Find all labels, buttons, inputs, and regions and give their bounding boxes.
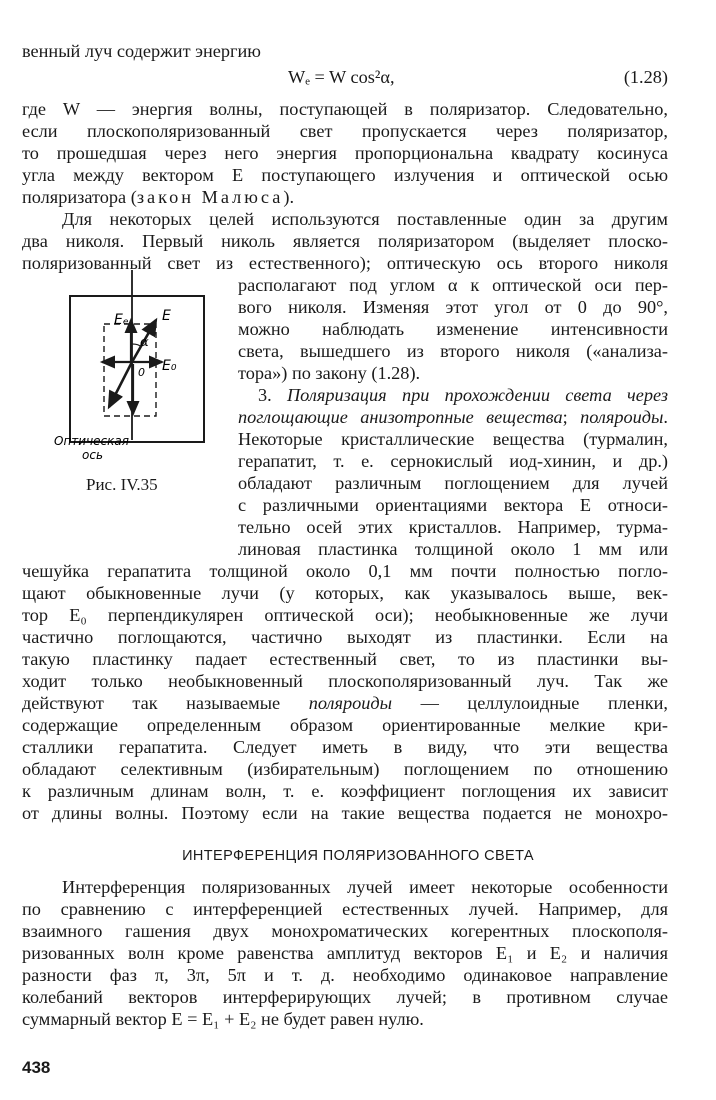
section-heading: ИНТЕРФЕРЕНЦИЯ ПОЛЯРИЗОВАННОГО СВЕТА [182,848,534,864]
label-E: E [162,308,171,324]
text-line-32: обладают селективным (избирательным) поглощением по отношению [22,759,668,779]
text-line-18: герапатит, т. е. сернокислый иод-хинин, и др.) [238,451,668,471]
text-line-5: угла между вектором E поступающего излучения и оптической осью [22,165,668,185]
formula: Wₑ = W cos²α, [288,67,395,87]
text-line-3: если плоскополяризованный свет пропускается через поляризатор, [22,121,668,141]
text-line-25: тор E₀ перпендикулярен оптической оси); необыкновенные же лучи [22,605,668,625]
text-line-15: 3. Поляризация при прохождении света через [258,385,668,405]
text-line-26: частично поглощаются, частично выходят из пластинки. Если на [22,627,668,647]
text-line-11: вого николя. Изменяя этот угол от 0 до 90°, [238,297,668,317]
page-number: 438 [22,1058,51,1077]
text-line-20: с различными ориентациями вектора E относи- [238,495,668,515]
text-line-28: ходит только необыкновенный плоскополяризованный луч. Так же [22,671,668,691]
text-line-36: по сравнению с интерференцией естественных лучей. Например, для [22,899,668,919]
text-line-24: щают обыкновенные лучи (у которых, как указывалось выше, век- [22,583,668,603]
text-line-23: чешуйка герапатита толщиной около 0,1 мм почти полностью погло- [22,561,668,581]
text-line-21: тельно осей этих кристаллов. Например, турма- [238,517,668,537]
text-line-10: располагают под углом α к оптической оси пер- [238,275,668,295]
vector-E-neg [109,362,132,407]
text-line-6: поляризатора (закон Малюса). [22,187,295,207]
axis-label-line1: Оптическая [54,434,129,448]
text-line-8: два николя. Первый николь является поляризатором (выделяет плоско- [22,231,668,251]
text-line-22: линовая пластинка толщиной около 1 мм или [238,539,668,559]
text-line-19: обладают различным поглощением для лучей [238,473,668,493]
text-line-12: можно наблюдать изменение интенсивности [238,319,668,339]
label-Ee: Eₑ [114,312,129,328]
text-line-27: такую пластинку падает естественный свет, то из пластинки вы- [22,649,668,669]
text-line-35: Интерференция поляризованных лучей имеет некоторые особенности [62,877,668,897]
text-line-34: от длины волны. Поэтому если на такие вещества подается не монохро- [22,803,668,823]
axis-label-line2: ось [82,448,104,462]
text-line-16: поглощающие анизотропные вещества; поляроиды. [238,407,668,427]
text-line-39: разности фаз π, 3π, 5π и т. д. необходимо одинаковое направление [22,965,668,985]
text-line-33: к различным длинам волн, т. е. коэффициент поглощения их зависит [22,781,668,801]
malus-law: закон Малюса [136,187,284,207]
label-alpha: α [140,335,149,350]
text-line-40: колебаний векторов интерферирующих лучей; в противном случае [22,987,668,1007]
text-line-9: поляризованный свет из естественного); оптическую ось второго николя [22,253,668,273]
text-line-37: взаимного гашения двух монохроматических когерентных плоскополя- [22,921,668,941]
equation-number: (1.28) [623,67,668,87]
text-line-1: венный луч содержит энергию [22,41,261,61]
text-line-38: ризованных волн кроме равенства амплитуд векторов E₁ и E₂ и наличия [22,943,668,963]
text-line-7: Для некоторых целей используются поставленные один за другим [62,209,668,229]
text-line-4: то прошедшая через него энергия пропорциональна квадрату косинуса [22,143,668,163]
text-line-41: суммарный вектор E = E₁ + E₂ не будет равен нулю. [22,1009,424,1029]
text-line-31: сталлики герапатита. Следует иметь в виду, что эти вещества [22,737,668,757]
text-line-30: содержащие определенным образом ориентированные мелкие кри- [22,715,668,735]
figure-caption: Рис. IV.35 [86,475,158,494]
text-line-2: где W — энергия волны, поступающей в поляризатор. Следовательно, [22,99,668,119]
crystal-outline [70,296,204,442]
polarization-figure [52,264,212,474]
text-line-29: действуют так называемые поляроиды — целлулоидные пленки, [22,693,669,713]
label-origin: 0 [138,366,145,379]
label-Eo: E₀ [162,358,177,374]
text-line-17: Некоторые кристаллические вещества (турмалин, [238,429,668,449]
text-line-14: тора») по закону (1.28). [238,363,421,383]
text-line-13: света, вышедшего из второго николя («анализа- [238,341,668,361]
